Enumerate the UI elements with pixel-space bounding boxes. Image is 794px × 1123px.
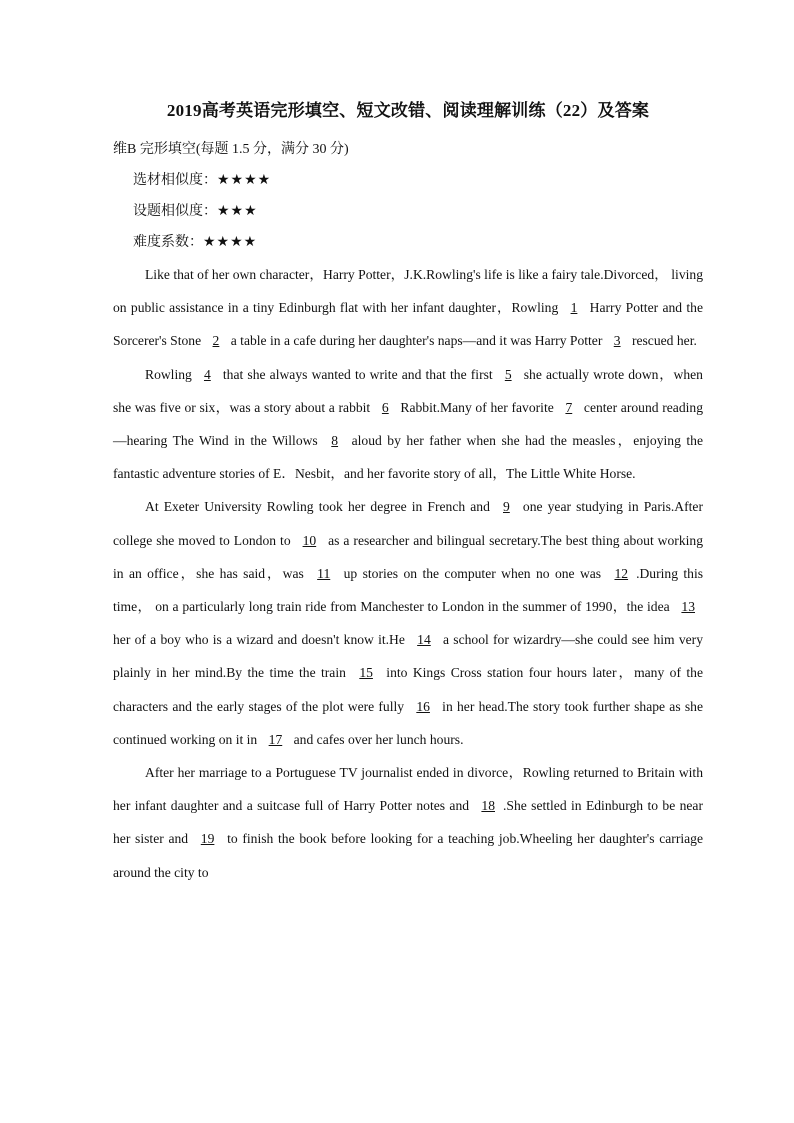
passage-paragraph: Like that of her own character，Harry Potter，J.K.Rowling's life is like a fairy tale.Divorced， living on public assistance in a tiny Edinburgh flat with her infant daughter，Rowling 1 Harry Potter and the Sorcerer's Stone 2 a table in a cafe during her daughter's naps—and it was Harry Potter 3 rescued her. [113, 267, 703, 349]
cloze-blank[interactable]: 5 [504, 366, 512, 382]
rating-stars: ★★★★ [217, 173, 272, 188]
passage-paragraph: At Exeter University Rowling took her degree in French and 9 one year studying in Paris.After college she moved to London to 10 as a researcher and bilingual secretary.The best thing about working in an office，she has said，was 11 up stories on the computer when no one was 12 .During this time， on a particularly long train ride from Manchester to London in the summer of 1990，the idea 13 her of a boy who is a wizard and doesn't know it.He 14 a school for wizardry—she could see him very plainly in her mind.By the time the train 15 into Kings Cross station four hours later，many of the characters and the early stages of the plot were fully 16 in her head.The story took further shape as she continued working on it in 17 and cafes over her lunch hours. [113, 499, 704, 747]
rating-row [113, 227, 703, 258]
rating-label: 难度系数： [133, 235, 203, 250]
cloze-blank[interactable]: 19 [200, 831, 215, 847]
ratings-block [113, 165, 703, 258]
passage-paragraph: After her marriage to a Portuguese TV journalist ended in divorce，Rowling returned to Britain with her infant daughter and a suitcase full of Harry Potter notes and 18 .She settled in Edinburgh to be near her sister and 19 to finish the book before looking for a teaching job.Wheeling her daughter's carriage around the city to [113, 765, 703, 880]
cloze-blank[interactable]: 16 [416, 698, 430, 714]
rating-row [113, 165, 703, 196]
cloze-blank[interactable]: 11 [317, 565, 331, 581]
cloze-blank[interactable]: 17 [268, 731, 283, 747]
cloze-blank[interactable]: 2 [212, 333, 220, 349]
rating-row [113, 196, 703, 227]
cloze-blank[interactable]: 1 [570, 300, 578, 316]
rating-stars: ★★★ [217, 204, 258, 219]
rating-label: 选材相似度： [133, 173, 217, 188]
cloze-blank[interactable]: 13 [681, 599, 695, 615]
document-page [113, 96, 703, 889]
cloze-blank[interactable]: 12 [614, 565, 629, 581]
cloze-blank[interactable]: 7 [565, 399, 573, 415]
cloze-blank[interactable]: 3 [613, 333, 621, 349]
cloze-blank[interactable]: 15 [359, 665, 373, 681]
cloze-blank[interactable]: 8 [331, 433, 339, 449]
page-title: 2019高考英语完形填空、短文改错、阅读理解训练（22）及答案 [166, 101, 650, 120]
cloze-blank[interactable]: 9 [503, 499, 510, 515]
cloze-blank[interactable]: 10 [302, 532, 317, 548]
rating-stars: ★★★★ [203, 235, 258, 250]
cloze-blank[interactable]: 18 [481, 798, 495, 814]
cloze-blank[interactable]: 14 [417, 632, 431, 648]
passage-paragraph: Rowling 4 that she always wanted to write and that the first 5 she actually wrote down，when she was five or six，was a story about a rabbit 6 Rabbit.Many of her favorite 7 center around reading—hearing The Wind in the Willows 8 aloud by her father when she had the measles，enjoying the fantastic adventure stories of E．Nesbit，and her favorite story of all，The Little White Horse. [113, 366, 703, 482]
cloze-passage [113, 258, 703, 889]
section-heading: 维B 完形填空(每题 1.5 分，满分 30 分) [113, 142, 349, 157]
cloze-blank[interactable]: 6 [381, 399, 389, 415]
cloze-blank[interactable]: 4 [203, 366, 211, 382]
rating-label: 设题相似度： [133, 204, 217, 219]
